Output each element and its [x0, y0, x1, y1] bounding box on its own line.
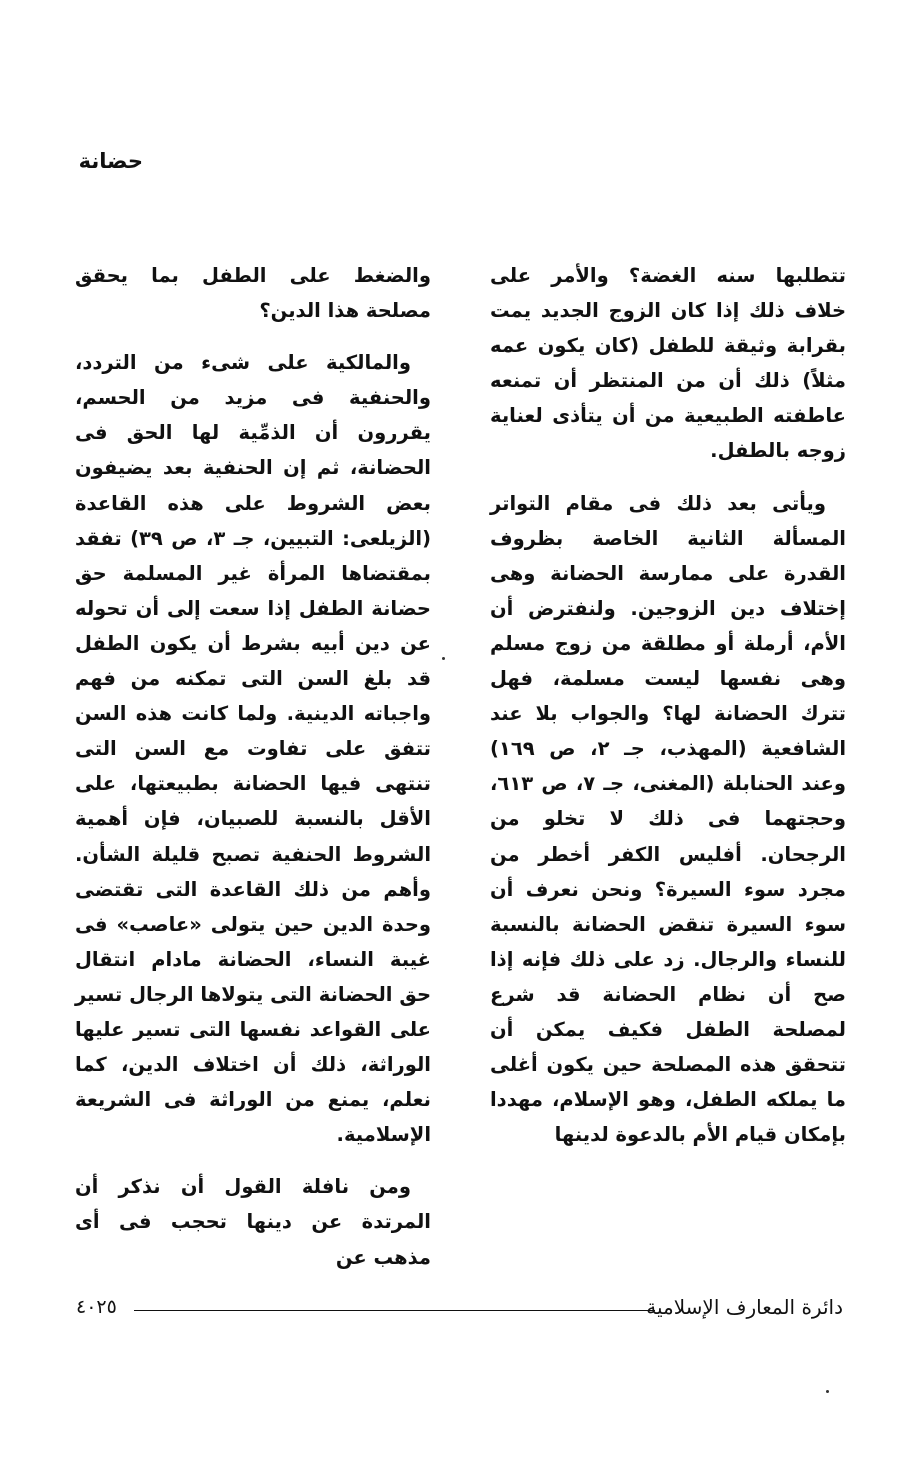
paragraph: ومن نافلة القول أن نذكر أن المرتدة عن دينها تحجب فى أى مذهب عن	[75, 1175, 431, 1269]
scan-speck	[826, 1390, 829, 1393]
text-column-right	[490, 258, 846, 1169]
footer-rule	[134, 1310, 655, 1311]
paragraph: تتطلبها سنه الغضة؟ والأمر على خلاف ذلك إذا كان الزوج الجديد يمت بقرابة وثيقة للطفل (كان يكون عمه مثلاً) ذلك أن من المنتظر أن تمنعه عاطفته الطبيعية من أن يتأذى لعناية زوجه بالطفل.	[490, 264, 846, 463]
paragraph: ويأتى بعد ذلك فى مقام التواتر المسألة الثانية الخاصة بظروف القدرة على ممارسة الحضانة وهى إختلاف دين الزوجين. ولنفترض أن الأم، أرملة أو مطلقة من زوج مسلم وهى نفسها ليست مسلمة، فهل تترك الحضانة لها؟ والجواب بلا عند الشافعية (المهذب، جـ ٢، ص ١٦٩) وعند الحنابلة (المغنى، جـ ٧، ص ٦١٣، وحجتهما فى ذلك لا تخلو من الرجحان. أفليس الكفر أخطر من مجرد سوء السيرة؟ ونحن نعرف أن سوء السيرة تنقض الحضانة بالنسبة للنساء والرجال. زد على ذلك فإنه إذا صح أن نظام الحضانة قد شرع لمصلحة الطفل فكيف يمكن أن تتحقق هذه المصلحة حين يكون أغلى ما يملكه الطفل، وهو الإسلام، مهددا بإمكان قيام الأم بالدعوة لدينها	[490, 491, 847, 1147]
running-title: حضانة	[78, 149, 143, 173]
publication-title: دائرة المعارف الإسلامية	[646, 1295, 843, 1319]
page-footer	[76, 1291, 843, 1323]
text-column-left	[75, 258, 431, 1292]
scan-speck	[442, 657, 445, 660]
paragraph: والمالكية على شىء من التردد، والحنفية فى مزيد من الحسم، يقررون أن الذمِّية لها الحق فى الحضانة، ثم إن الحنفية بعد يضيفون بعض الشروط على هذه القاعدة (الزيلعى: التبيين، جـ ٣، ص ٣٩) تفقد بمقتضاها المرأة غير المسلمة حق حضانة الطفل إذا سعت إلى أن تحوله عن دين أبيه بشرط أن يكون الطفل قد بلغ السن التى تمكنه من فهم واجباته الدينية. ولما كانت هذه السن تتفق على تفاوت مع السن التى تنتهى فيها الحضانة بطبيعتها، على الأقل بالنسبة للصبيان، فإن أهمية الشروط الحنفية تصبح قليلة الشأن. وأهم من ذلك القاعدة التى تقتضى وحدة الدين حين يتولى «عاصب» فى غيبة النساء، الحضانة مادام انتقال حق الحضانة التى يتولاها الرجال تسير على القواعد نفسها التى تسير عليها الوراثة، ذلك أن اختلاف الدين، كما نعلم، يمنع من الوراثة فى الشريعة الإسلامية.	[75, 351, 431, 1147]
paragraph: والضغط على الطفل بما يحقق مصلحة هذا الدين؟	[75, 264, 431, 323]
page-number: ٤٠٢٥	[76, 1296, 117, 1318]
